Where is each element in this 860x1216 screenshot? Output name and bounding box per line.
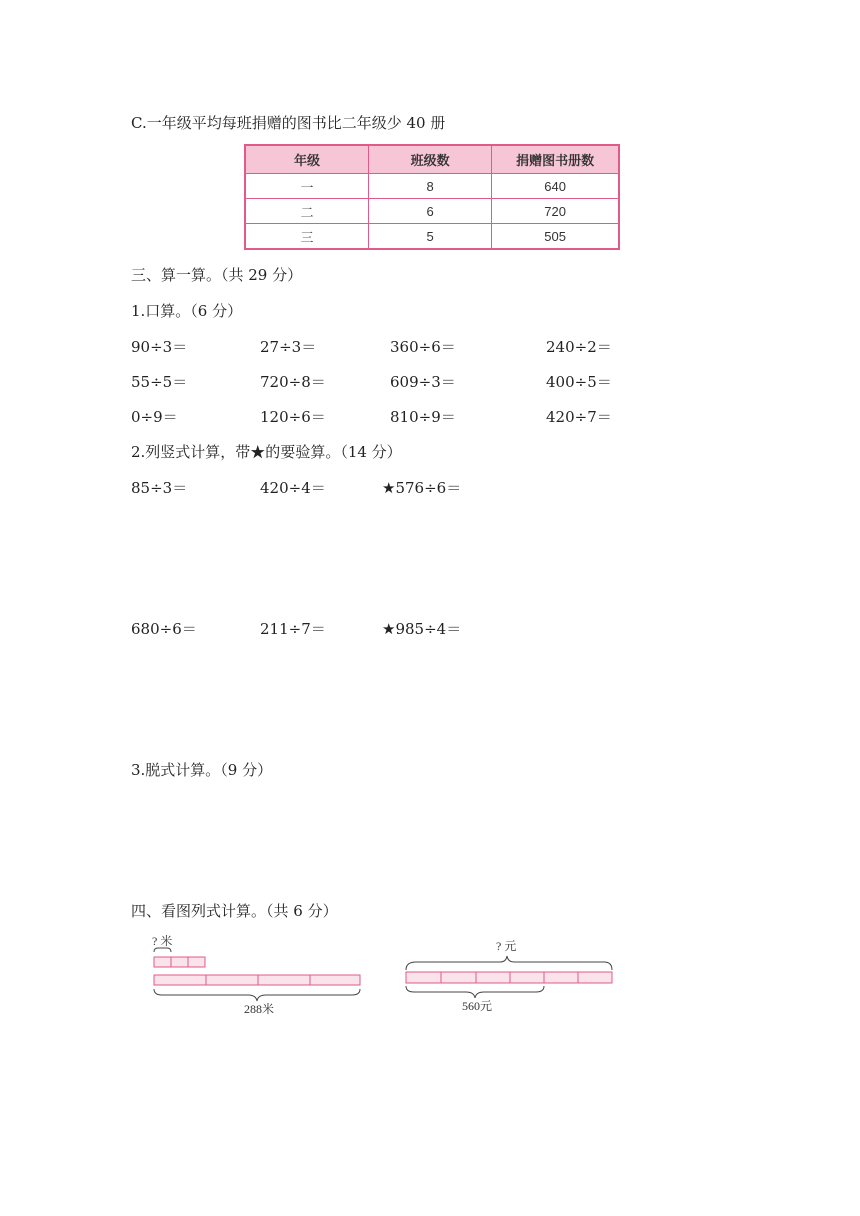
part2-title: 2.列竖式计算，带★的要验算。（14 分） xyxy=(131,443,402,461)
table-cell: 720 xyxy=(492,199,619,224)
mental-math-item: 240÷2＝ xyxy=(546,338,612,356)
total-brace xyxy=(406,956,612,970)
bar-diagram-2 xyxy=(400,930,625,1020)
table-header-cell: 年级 xyxy=(245,145,368,174)
mental-math-item: 609÷3＝ xyxy=(390,373,456,391)
bar-segment xyxy=(441,972,476,983)
table-header-cell: 捐赠图书册数 xyxy=(492,145,619,174)
vertical-calc-item: 85÷3＝ xyxy=(131,479,188,497)
mental-math-item: 810÷9＝ xyxy=(390,408,456,426)
table-row xyxy=(245,224,619,250)
table-cell: 5 xyxy=(368,224,491,250)
mental-math-item: 720÷8＝ xyxy=(260,373,326,391)
section3-title: 三、算一算。（共 29 分） xyxy=(131,266,303,284)
vertical-calc-item: 211÷7＝ xyxy=(260,620,326,638)
table-cell: 505 xyxy=(492,224,619,250)
large-segment xyxy=(206,975,258,985)
mental-math-item: 0÷9＝ xyxy=(131,408,178,426)
table-header-cell: 班级数 xyxy=(368,145,491,174)
table-cell: 6 xyxy=(368,199,491,224)
part3-title: 3.脱式计算。（9 分） xyxy=(131,761,273,779)
option-c-text: C.一年级平均每班捐赠的图书比二年级少 40 册 xyxy=(131,114,446,132)
table-row xyxy=(245,199,619,224)
diagram1-top-label: ? 米 xyxy=(152,934,173,948)
mental-math-item: 400÷5＝ xyxy=(546,373,612,391)
mental-math-item: 120÷6＝ xyxy=(260,408,326,426)
bar-diagram-1 xyxy=(140,930,380,1025)
bar-segment xyxy=(510,972,544,983)
diagram1-total-label: 288米 xyxy=(244,1002,275,1016)
section4-title: 四、看图列式计算。（共 6 分） xyxy=(131,902,338,920)
total-brace xyxy=(154,989,360,1001)
bar-segment xyxy=(476,972,510,983)
mental-math-item: 90÷3＝ xyxy=(131,338,188,356)
bar-segment xyxy=(578,972,612,983)
donation-table xyxy=(244,144,620,250)
large-segment xyxy=(310,975,360,985)
table-cell: 三 xyxy=(245,224,368,250)
diagram2-part-label: 560元 xyxy=(462,999,493,1013)
vertical-calc-item: ★985÷4＝ xyxy=(382,620,462,638)
mental-math-item: 27÷3＝ xyxy=(260,338,317,356)
table-cell: 640 xyxy=(492,174,619,199)
vertical-calc-item: ★576÷6＝ xyxy=(382,479,462,497)
part-brace xyxy=(406,986,544,998)
small-segment xyxy=(154,957,171,967)
large-segment xyxy=(258,975,310,985)
part1-title: 1.口算。（6 分） xyxy=(131,302,243,320)
small-segment xyxy=(188,957,205,967)
small-brace xyxy=(154,948,171,952)
vertical-calc-item: 420÷4＝ xyxy=(260,479,326,497)
vertical-calc-item: 680÷6＝ xyxy=(131,620,197,638)
table-cell: 8 xyxy=(368,174,491,199)
table-header-row xyxy=(245,145,619,174)
bar-segment xyxy=(406,972,441,983)
table-cell: 一 xyxy=(245,174,368,199)
table-row xyxy=(245,174,619,199)
mental-math-item: 420÷7＝ xyxy=(546,408,612,426)
diagram2-top-label: ? 元 xyxy=(496,939,517,953)
table-cell: 二 xyxy=(245,199,368,224)
bar-segment xyxy=(544,972,578,983)
mental-math-item: 360÷6＝ xyxy=(390,338,456,356)
mental-math-item: 55÷5＝ xyxy=(131,373,188,391)
large-segment xyxy=(154,975,206,985)
small-segment xyxy=(171,957,188,967)
